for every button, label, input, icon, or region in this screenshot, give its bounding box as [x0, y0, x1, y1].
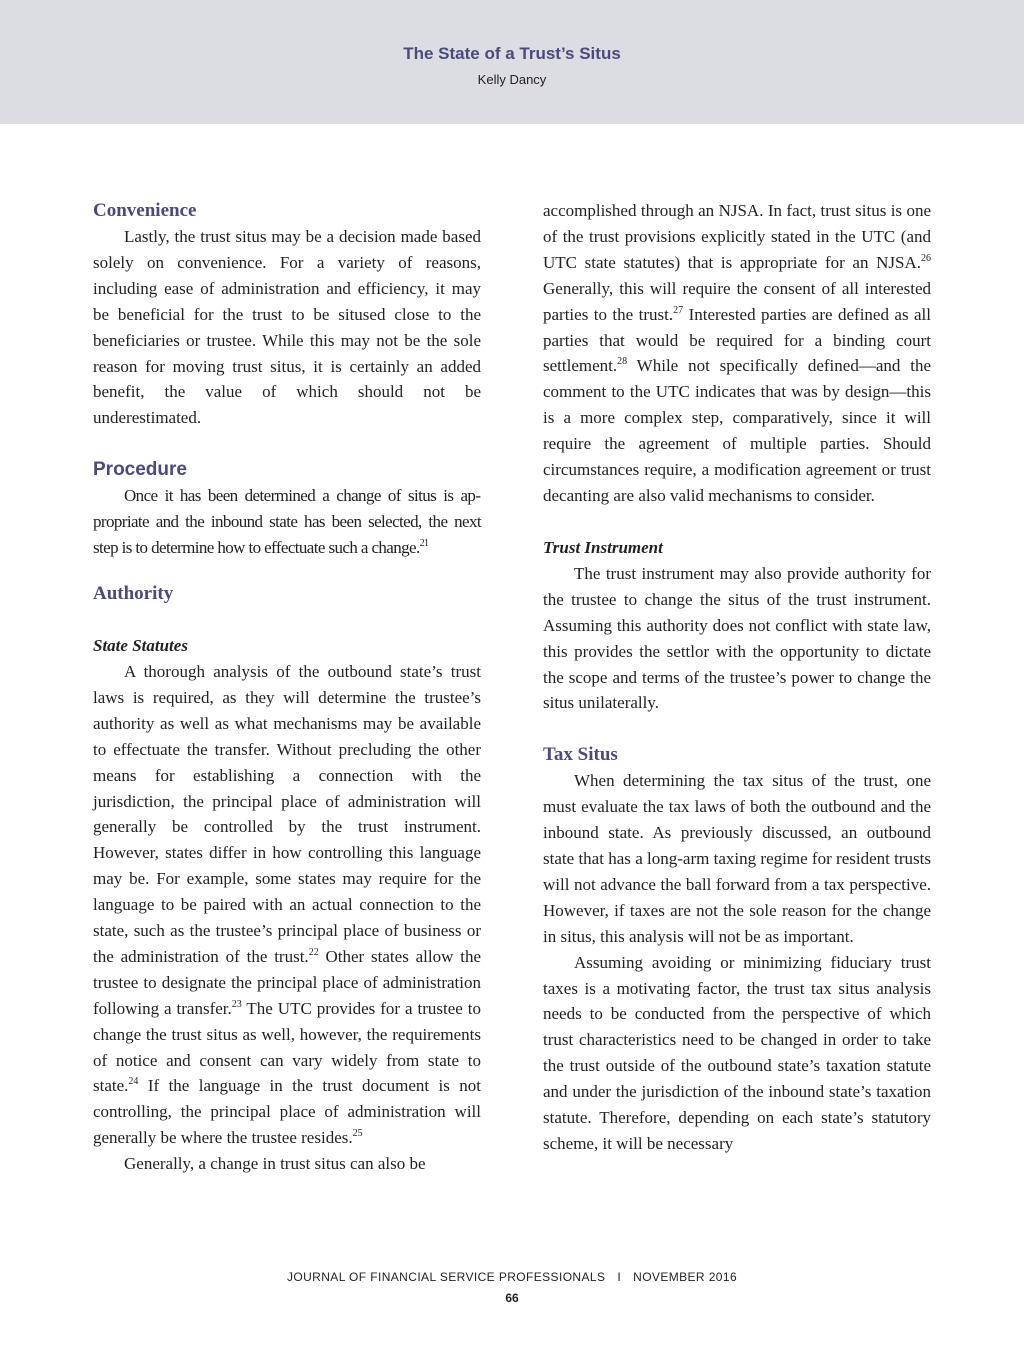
state-statutes-text-c: The UTC provides for a trustee to change the trust situs as well, however, the requirements of notice and consent can vary widely from state to state.	[93, 998, 481, 1096]
article-author: Kelly Dancy	[477, 72, 547, 87]
paragraph-procedure-text: Once it has been determined a change of situs is appropriate and the inbound state has been selected, the next step is to determine how to effectuate such a change.	[93, 486, 481, 558]
page-footer	[0, 1270, 1024, 1284]
footer-separator: I	[617, 1270, 622, 1284]
njsa-text-b: Generally, this will require the consent of all interested parties to the trust.	[543, 278, 931, 324]
paragraph-tax-situs-2: Assuming avoiding or minimizing fiduciary trust taxes is a motivating factor, the trust tax situs analysis needs to be conducted from the perspective of which trust characteristics need to be changed in order to take the trust outside of the outbound state’s taxation statute and under the jurisdiction of the inbound state’s taxation statute. Therefore, depending on each state’s statutory scheme, it will be necessary	[543, 952, 931, 1153]
subheading-trust-instrument: Trust Instrument	[543, 537, 663, 557]
page-header	[0, 0, 1024, 124]
page-number: 66	[505, 1291, 519, 1305]
heading-authority: Authority	[93, 582, 174, 604]
paragraph-state-statutes-2: Generally, a change in trust situs can also be	[124, 1154, 426, 1174]
paragraph-procedure	[93, 483, 481, 561]
right-column	[543, 198, 931, 1157]
state-statutes-text-d: If the language in the trust document is not controlling, the principal place of administration will generally be where the trustee resides.	[93, 1076, 481, 1148]
paragraph-njsa-continuation	[543, 198, 931, 509]
footnote-ref-28: 28	[617, 356, 628, 368]
footnote-ref-27: 27	[673, 304, 684, 316]
article-title: The State of a Trust’s Situs	[403, 44, 621, 63]
subheading-state-statutes: State Statutes	[93, 635, 188, 655]
state-statutes-text-b: Other states allow the trustee to designate the principal place of administration following a transfer.	[93, 946, 481, 1018]
issue-date: NOVEMBER 2016	[633, 1270, 738, 1284]
paragraph-convenience: Lastly, the trust situs may be a decision made based solely on convenience. For a variety of reasons, including ease of administration and efficiency, it may be beneficial for the trust to be sitused close to the beneficiaries or trustee. While this may not be the sole reason for moving trust situs, it is certainly an added benefit, the value of which should not be underestimated.	[93, 227, 481, 428]
journal-name: JOURNAL OF FINANCIAL SERVICE PROFESSIONALS	[286, 1270, 606, 1284]
njsa-text-d: While not specifically defined—and the comment to the UTC indicates that was by design—this is a more complex step, comparatively, since it will require the agreement of multiple parties. Should circumstances require, a modification agreement or trust decanting are also valid mechanisms to consider.	[543, 356, 931, 505]
njsa-text-a: accomplished through an NJSA. In fact, trust situs is one of the trust provisions explicitly stated in the UTC (and UTC state statutes) that is appropriate for an NJSA.	[543, 201, 931, 272]
left-column	[93, 198, 481, 1177]
footnote-ref-21: 21	[419, 538, 429, 550]
heading-tax-situs: Tax Situs	[543, 744, 618, 766]
paragraph-state-statutes	[93, 659, 481, 1151]
paragraph-tax-situs-1: When determining the tax situs of the trust, one must evaluate the tax laws of both the outbound and the inbound state. As previously discussed, an outbound state that has a long-arm taxing regime for resident trusts will not advance the ball forward from a tax perspective. However, if taxes are not the sole reason for the change in situs, this analysis will not be as important.	[543, 771, 931, 946]
footnote-ref-26: 26	[921, 252, 931, 264]
heading-convenience: Convenience	[93, 200, 197, 221]
state-statutes-text-a: A thorough analysis of the outbound state’s trust laws is required, as they will determine the trustee’s authority as well as what mechanisms may be available to effectuate the transfer. Without precluding the other means for establishing a connection with the jurisdiction, the principal place of administration will generally be controlled by the trust instrument. However, states differ in how controlling this language may be. For example, some states may require for the language to be paired with an actual connection to the state, such as the trustee’s principal place of business or the administration of the trust.	[93, 661, 481, 966]
njsa-text-c: Interested parties are defined as all parties that would be required for a binding court settlement.	[543, 304, 932, 376]
paragraph-trust-instrument: The trust instrument may also provide authority for the trustee to change the situs of the trust instrument. Assuming this authority does not conflict with state law, this provides the settlor with the opportunity to dictate the scope and terms of the trustee’s power to change the situs unilaterally.	[543, 563, 931, 713]
footnote-ref-24: 24	[128, 1076, 139, 1088]
heading-procedure: Procedure	[93, 459, 187, 481]
footnote-ref-22: 22	[308, 946, 319, 958]
footnote-ref-25: 25	[352, 1128, 363, 1140]
footnote-ref-23: 23	[231, 998, 242, 1010]
